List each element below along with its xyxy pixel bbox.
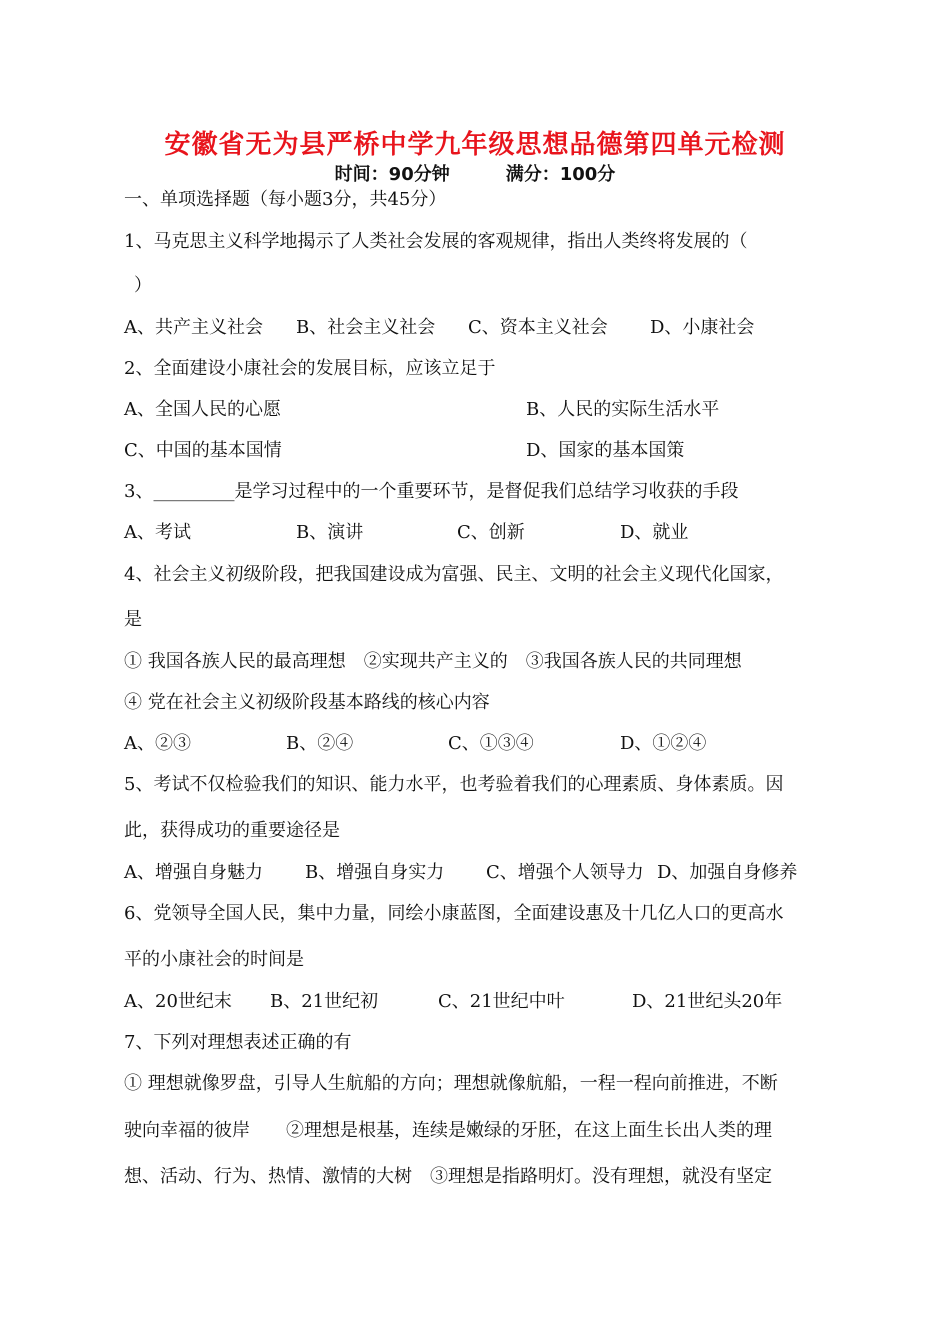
- q7-line2: 驶向幸福的彼岸 ②理想是根基，连续是嫩绿的牙胚，在这上面生长出人类的理: [124, 1120, 772, 1141]
- exam-meta: [0, 160, 950, 186]
- q1-option-d: D、小康社会: [650, 317, 755, 338]
- q7-line1: ① 理想就像罗盘，引导人生航船的方向；理想就像航船，一程一程向前推进，不断: [124, 1073, 778, 1094]
- q4-stem: 4、社会主义初级阶段，把我国建设成为富强、民主、文明的社会主义现代化国家，: [124, 564, 784, 585]
- exam-title: 安徽省无为县严桥中学九年级思想品德第四单元检测: [164, 130, 786, 160]
- exam-score: 满分：100分: [505, 164, 616, 185]
- q5-option-d: D、加强自身修养: [657, 862, 798, 883]
- q7-stem: 7、下列对理想表述正确的有: [124, 1032, 352, 1053]
- q7-line3: 想、活动、行为、热情、激情的大树 ③理想是指路明灯。没有理想，就没有坚定: [124, 1166, 772, 1187]
- q6-option-d: D、21世纪头20年: [632, 991, 783, 1012]
- q6-stem-cont: 平的小康社会的时间是: [124, 949, 304, 970]
- q4-items-line2: ④ 党在社会主义初级阶段基本路线的核心内容: [124, 692, 490, 713]
- q2-option-a: A、全国人民的心愿: [124, 399, 281, 420]
- q3-stem: 3、_________是学习过程中的一个重要环节，是督促我们总结学习收获的手段: [124, 481, 739, 502]
- q2-option-c: C、中国的基本国情: [124, 440, 282, 461]
- q1-stem-cont: ）: [134, 275, 152, 296]
- q1-option-c: C、资本主义社会: [468, 317, 608, 338]
- q2-option-d: D、国家的基本国策: [526, 440, 685, 461]
- section-heading: 一、单项选择题（每小题3分，共45分）: [124, 189, 447, 210]
- q2-stem: 2、全面建设小康社会的发展目标，应该立足于: [124, 358, 496, 379]
- q6-stem: 6、党领导全国人民，集中力量，同绘小康蓝图，全面建设惠及十几亿人口的更高水: [124, 903, 784, 924]
- q4-option-a: A、②③: [124, 733, 191, 754]
- q5-option-b: B、增强自身实力: [305, 862, 445, 883]
- q5-option-a: A、增强自身魅力: [124, 862, 263, 883]
- q4-items-line1: ① 我国各族人民的最高理想 ②实现共产主义的 ③我国各族人民的共同理想: [124, 651, 742, 672]
- q1-stem: 1、马克思主义科学地揭示了人类社会发展的客观规律，指出人类终将发展的（: [124, 231, 748, 252]
- q3-option-d: D、就业: [620, 522, 689, 543]
- q6-option-a: A、20世纪末: [124, 991, 232, 1012]
- q1-option-b: B、社会主义社会: [296, 317, 436, 338]
- q5-stem: 5、考试不仅检验我们的知识、能力水平，也考验着我们的心理素质、身体素质。因: [124, 774, 784, 795]
- exam-time: 时间：90分钟: [334, 164, 450, 185]
- q4-option-d: D、①②④: [620, 733, 707, 754]
- q3-option-c: C、创新: [457, 522, 525, 543]
- q6-option-c: C、21世纪中叶: [438, 991, 565, 1012]
- q5-stem-cont: 此，获得成功的重要途径是: [124, 820, 340, 841]
- q4-option-b: B、②④: [286, 733, 354, 754]
- q4-option-c: C、①③④: [448, 733, 534, 754]
- q4-stem-cont: 是: [124, 609, 142, 630]
- q3-option-a: A、考试: [124, 522, 191, 543]
- q3-option-b: B、演讲: [296, 522, 364, 543]
- q2-option-b: B、人民的实际生活水平: [526, 399, 720, 420]
- q6-option-b: B、21世纪初: [270, 991, 379, 1012]
- q5-option-c: C、增强个人领导力: [486, 862, 644, 883]
- q1-option-a: A、共产主义社会: [124, 317, 263, 338]
